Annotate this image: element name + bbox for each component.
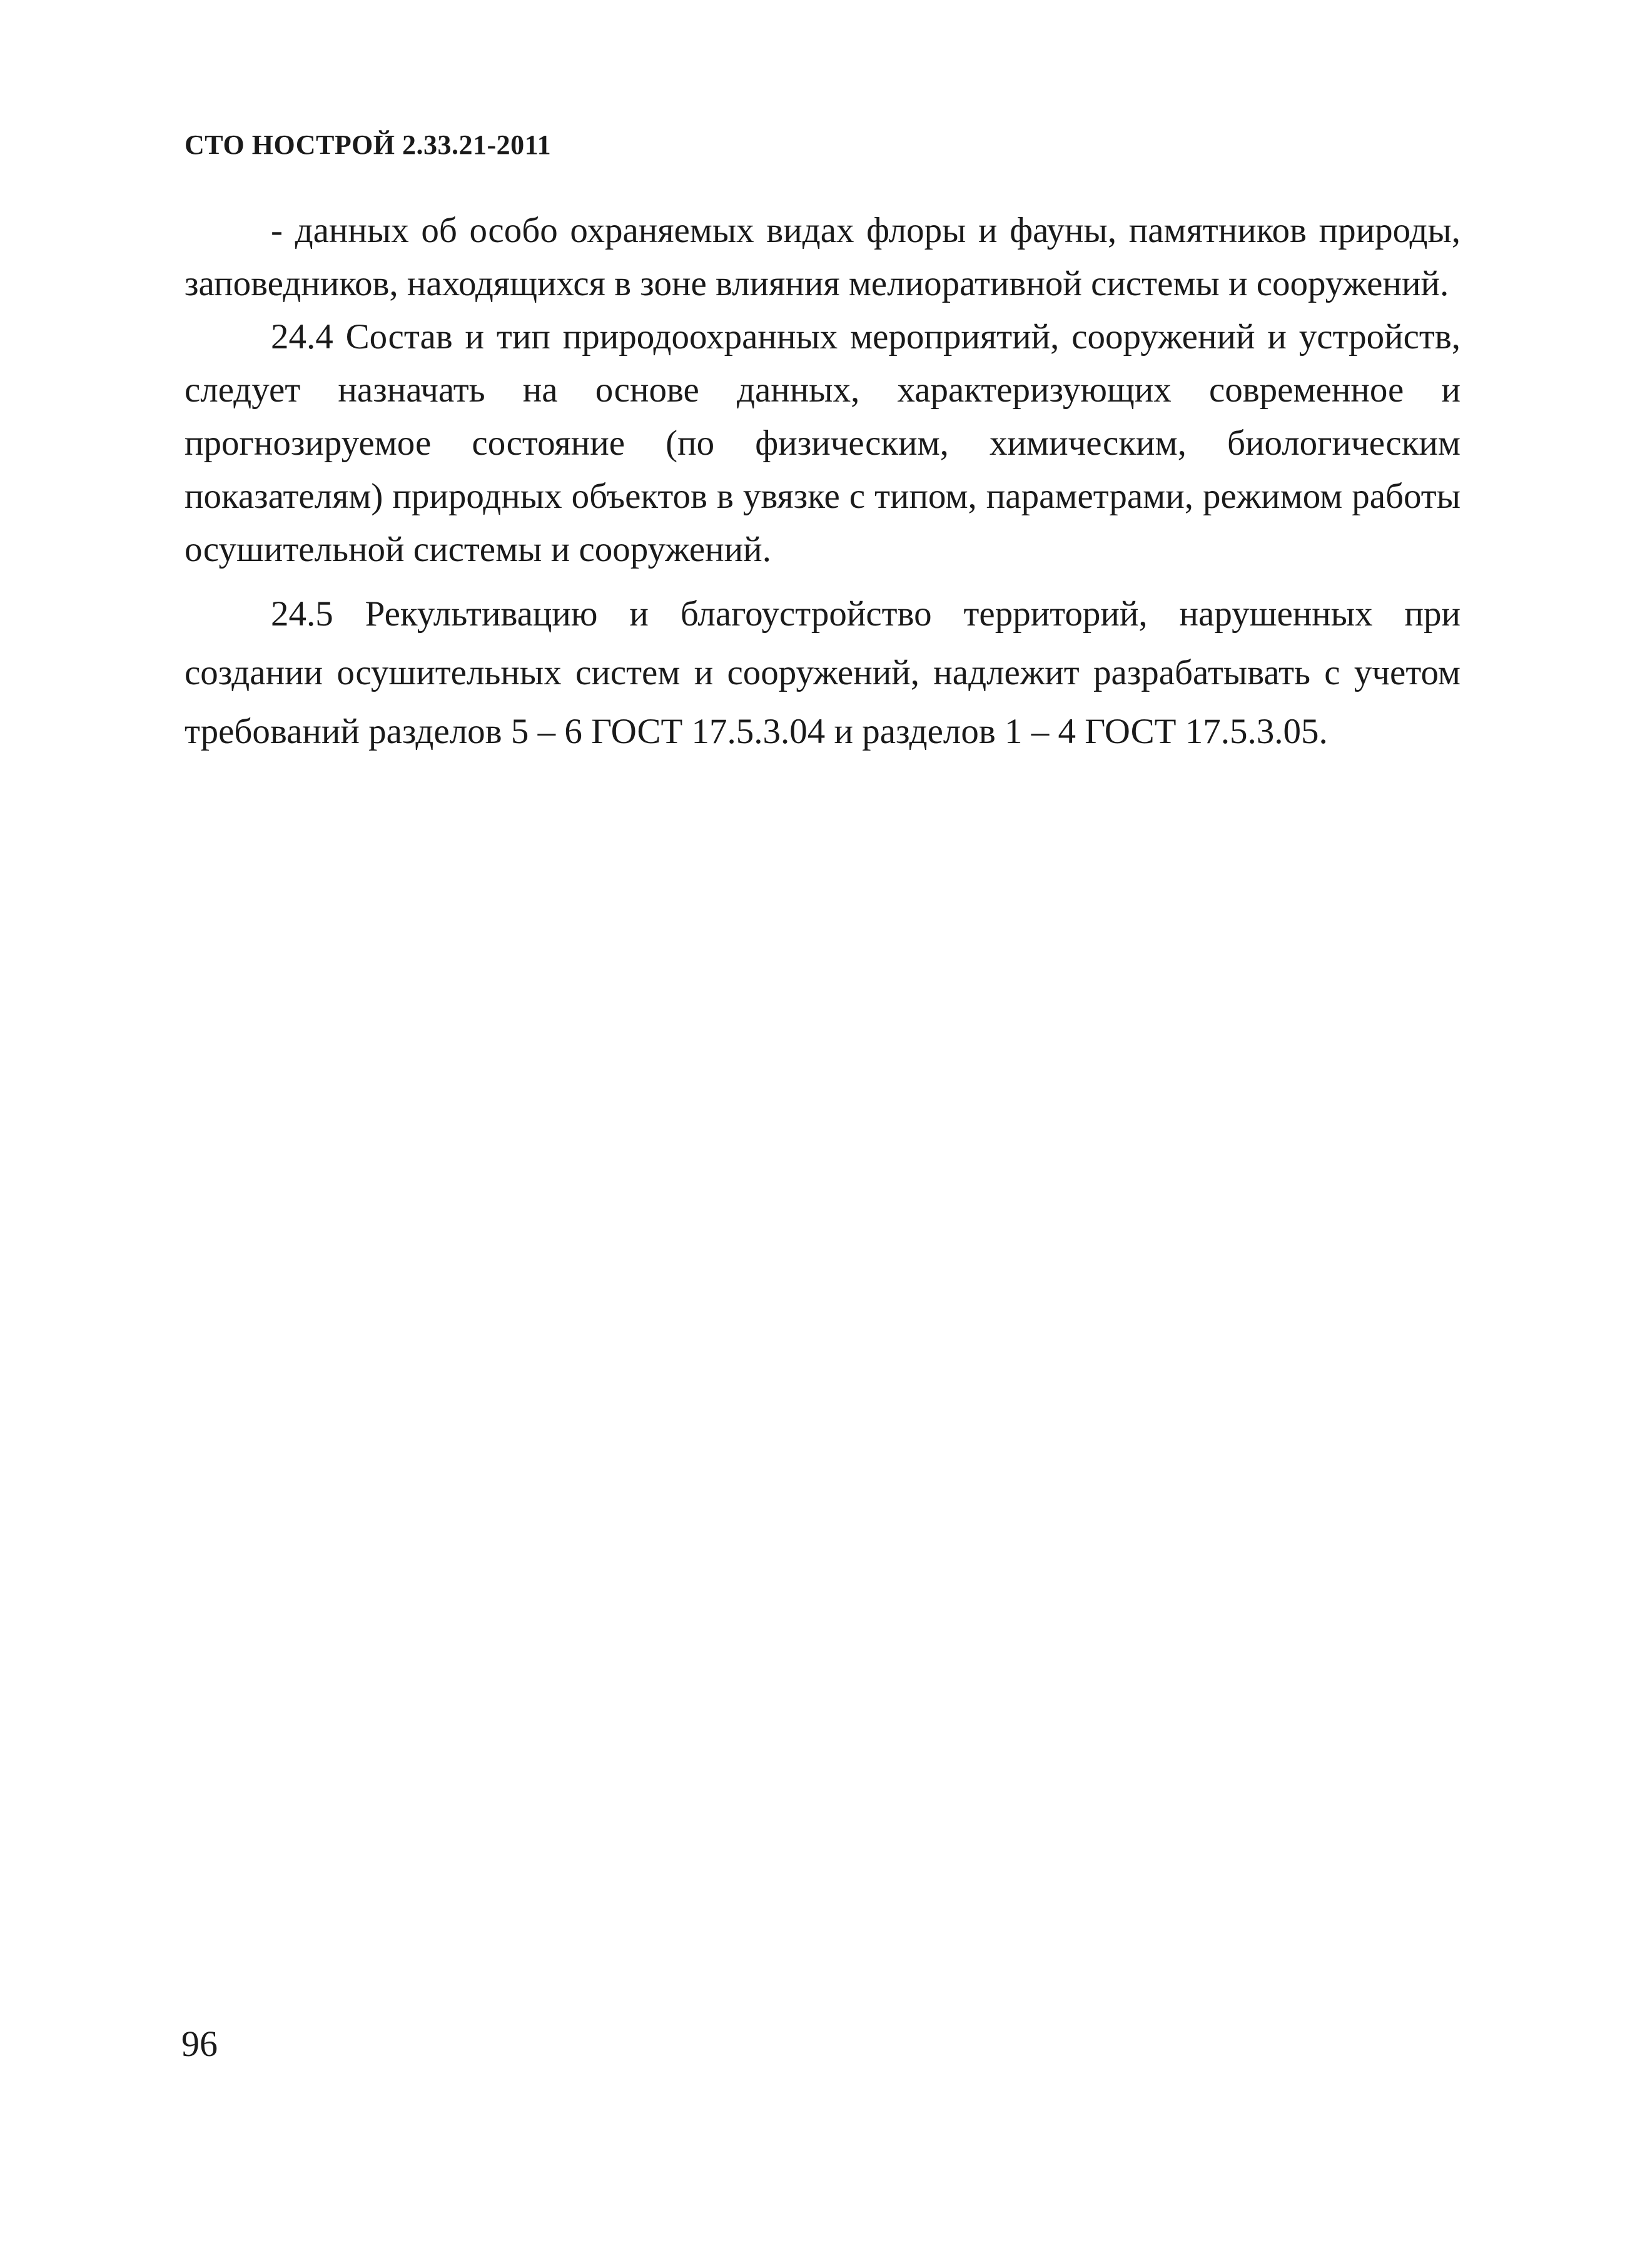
paragraph-24-4: 24.4 Состав и тип природоохранных мероприятий, сооружений и устройств, следует назначать на основе данных, характеризующих современное и прогнозируемое состояние (по физическим, химическим, биологическим показателям) природных объектов в увязке с типом, параметрами, режимом работы осушительной системы и сооружений. xyxy=(185,317,1460,569)
paragraph-24-5: 24.5 Рекультивацию и благоустройство территорий, нарушенных при создании осушительных систем и сооружений, надлежит разрабатывать с учетом требований разделов 5 – 6 ГОСТ 17.5.3.04 и разделов 1 – 4 ГОСТ 17.5.3.05. xyxy=(185,594,1460,751)
document-header-code: СТО НОСТРОЙ 2.33.21-2011 xyxy=(185,129,552,160)
body-text xyxy=(185,204,1460,761)
paragraph-protected-species: - данных об особо охраняемых видах флоры и фауны, памятников природы, заповедников, находящихся в зоне влияния мелиоративной системы и сооружений. xyxy=(185,211,1460,303)
page-number: 96 xyxy=(181,2023,218,2064)
